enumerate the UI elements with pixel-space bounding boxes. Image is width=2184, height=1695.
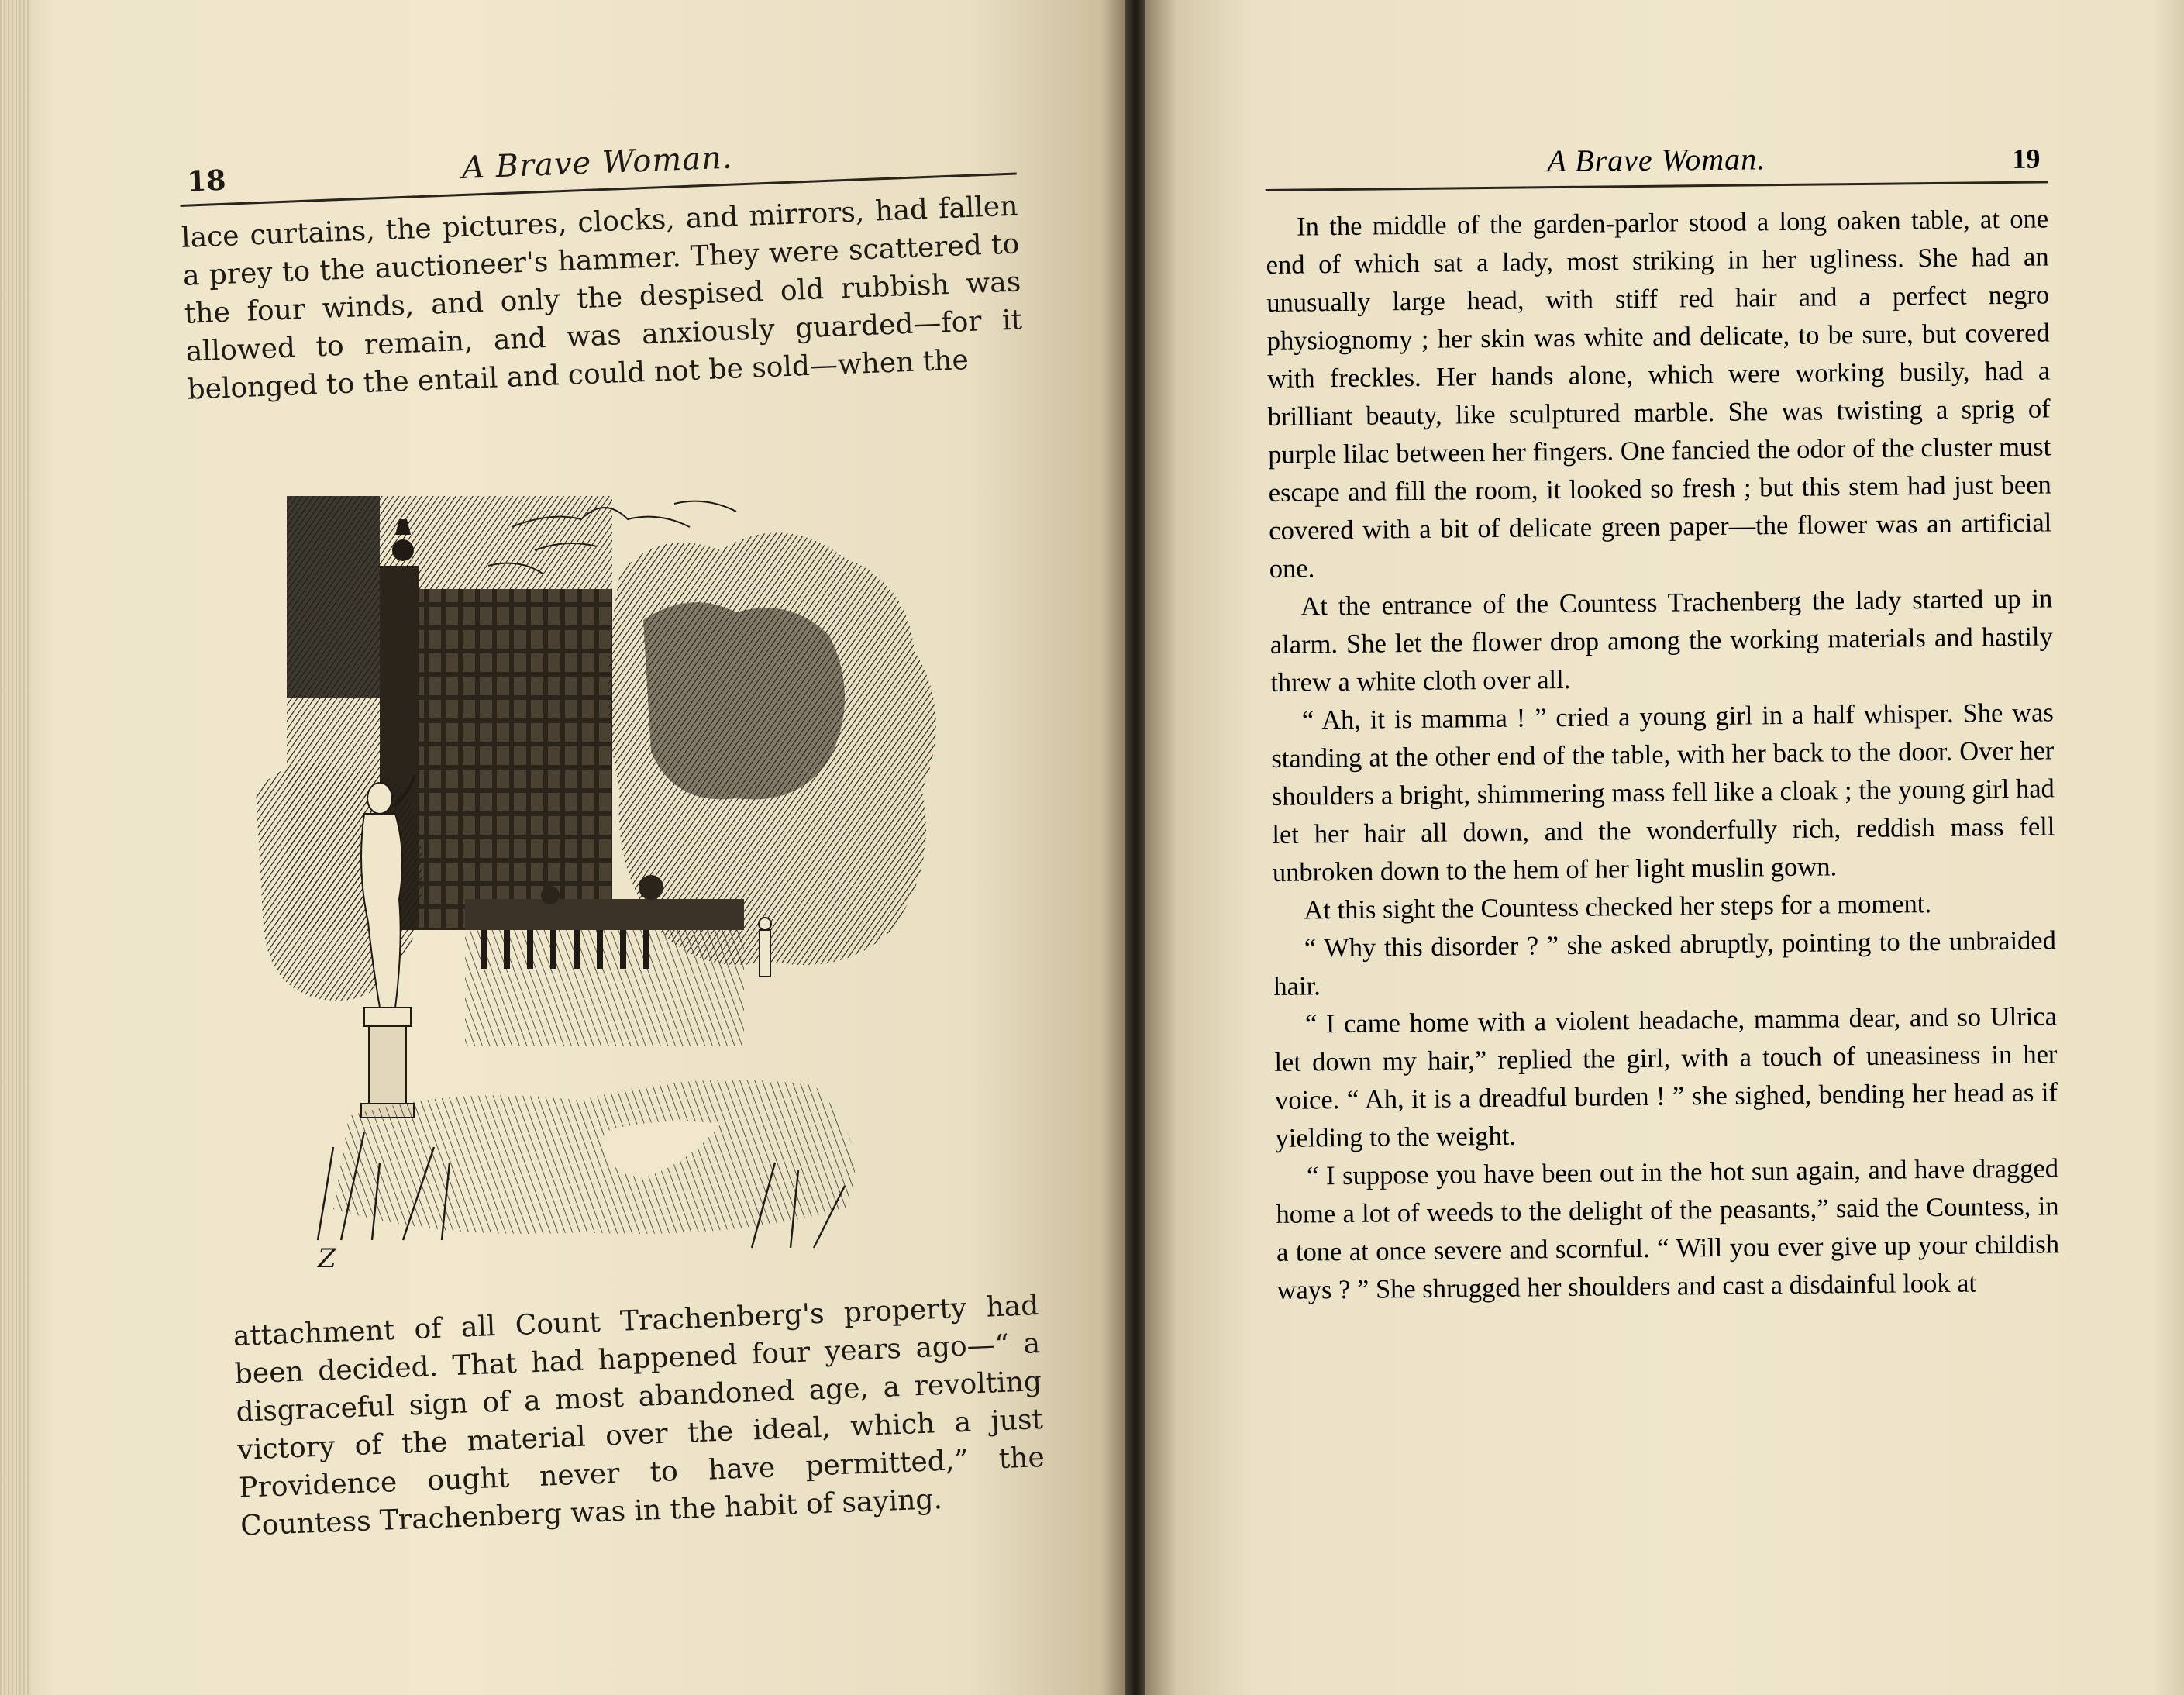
garden-illustration <box>256 465 953 1279</box>
right-page-block <box>1265 131 2060 1309</box>
balustrade <box>465 875 744 1046</box>
page-edge-stack <box>0 0 31 1695</box>
page-number: 19 <box>2012 143 2041 174</box>
left-page-top-block <box>178 123 1025 409</box>
paragraph: “ I suppose you have been out in the hot sun again, and have dragged home a lot of weeds to the delight of the peasants,” said the Countess, in a tone at once severe and scornful. “ Will you ever give up your childish ways ? ” She shrugged her shoulders and cast a disdainful look at <box>1276 1153 2060 1305</box>
paragraph: attachment of all Count Trachenberg's property had been decided. That had happened four years ago—“ a disgraceful sign of a most abandoned age, a revolting victory of the material over the ideal, which a just Providence ought never to have permitted,” the Countess Trachenberg was in the habit of saying. <box>233 1290 1045 1542</box>
small-statue <box>759 918 771 977</box>
right-running-head <box>1265 131 2048 191</box>
left-page-bottom-block <box>233 1287 1047 1545</box>
left-top-text <box>181 187 1025 408</box>
running-title: A Brave Woman. <box>461 140 734 186</box>
paragraph: “ Ah, it is mamma ! ” cried a young girl in a half whisper. She was standing at the other end of the table, with her back to the door. Over her shoulders a bright, shimmering mass fell like a cloak ; the young girl had let her hair all down, and the wonderfully rich, reddish mass fell unbroken down to the hem of her light muslin gown. <box>1271 698 2055 887</box>
paragraph: At the entrance of the Countess Trachenberg the lady started up in alarm. She let the flower drop among the working materials and hastily threw a white cloth over all. <box>1269 584 2053 698</box>
paragraph: At this sight the Countess checked her steps for a moment. <box>1304 889 1932 925</box>
paragraph: “ I came home with a violent headache, mamma dear, and so Ulrica let down my hair,” replied the girl, with a touch of uneasiness in her voice. “ Ah, it is a dreadful burden ! ” she sighed, bending her head as if yielding to the weight. <box>1274 1001 2058 1153</box>
paragraph: In the middle of the garden-parlor stood a long oaken table, at one end of which sat a lady, most striking in her ugliness. She had an unusually large head, with stiff red hair and a perfect negro physiognomy ; her skin was white and delicate, to be sure, but covered with freckles. Her hands alone, which were working busily, had a brilliant beauty, like sculptured marble. She was twisting a sprig of purple lilac between her fingers. One fancied the odor of the cluster must escape and fill the room, it looked so fresh ; but this stem had just been covered with a bit of delicate green paper—the flower was an artificial one. <box>1266 204 2052 584</box>
page-number: 18 <box>186 164 227 198</box>
running-title: A Brave Woman. <box>1547 141 1766 179</box>
paragraph: lace curtains, the pictures, clocks, and mirrors, had fallen a prey to the auctioneer's hammer. They were scattered to the four winds, and only the despised old rubbish was allowed to remain, and was anxiously guarded—for it belonged to the entail and could not be sold—when the <box>181 190 1023 406</box>
right-text <box>1266 200 2060 1309</box>
illustration-signature: Z <box>318 1243 336 1274</box>
left-bottom-text <box>233 1287 1047 1545</box>
foreground <box>318 1080 855 1248</box>
paragraph: “ Why this disorder ? ” she asked abruptly, pointing to the unbraided hair. <box>1273 925 2057 1001</box>
book-gutter <box>1125 0 1145 1695</box>
